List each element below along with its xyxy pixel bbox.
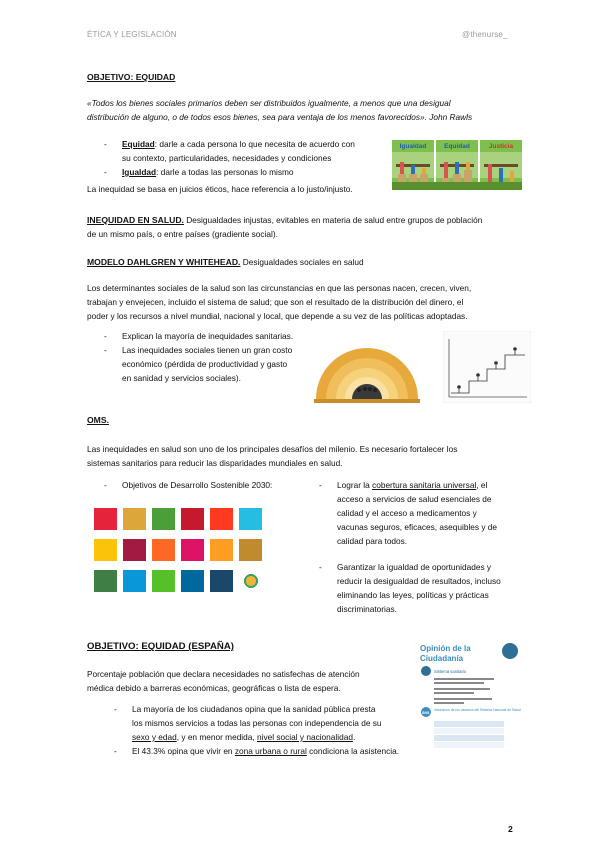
op-sub2: Valoración de los usuarios del Sistema Nacional de Salud <box>434 708 521 712</box>
mayoria-cont-2: sexo y edad, y en menor medida, nivel social y nacionalidad. <box>132 732 356 742</box>
section-title-inequidad: INEQUIDAD EN SALUD. <box>87 215 184 225</box>
bullet-equidad-cont: su contexto, particularidades, necesidades y condiciones <box>122 153 332 163</box>
bullet-igualdad-oportunidades: - Garantizar la igualdad de oportunidades y <box>319 562 492 572</box>
mayoria-cont-1: los mismos servicios a todas las personas con independencia de su <box>132 718 382 728</box>
sdg-tile <box>210 508 233 530</box>
cobertura-cont-2: calidad y el acceso a medicamentos y <box>337 508 477 518</box>
bullet-cobertura: - Lograr la cobertura sanitaria universal, el <box>319 480 488 490</box>
sdg-tile <box>210 570 233 592</box>
bullet-costo-cont-1: económico (pérdida de productividad y gasto <box>122 359 288 369</box>
cobertura-cont-1: acceso a servicios de salud esenciales de <box>337 494 492 504</box>
section-title-espana: OBJETIVO: EQUIDAD (ESPAÑA) <box>87 641 234 652</box>
quote-line-1: «Todos los bienes sociales primarios deben ser distribuidos igualmente, a menos que una desigual <box>87 98 451 108</box>
bullet-mayoria: - La mayoría de los ciudadanos opina que la sanidad pública presta <box>114 704 376 714</box>
bullet-costo: - Las inequidades sociales tienen un gran costo <box>104 345 293 355</box>
sdg-tile <box>123 539 146 561</box>
section-title-dahlgren: MODELO DAHLGREN Y WHITEHEAD. <box>87 257 241 267</box>
sdg-tile <box>94 539 117 561</box>
oms-line-2: sistemas sanitarios para reducir las disparidades mundiales en salud. <box>87 458 343 468</box>
img-label-igualdad: Igualdad <box>399 143 427 150</box>
op-sns: SNS <box>422 711 430 715</box>
img-label-equidad: Equidad <box>444 143 470 150</box>
sdg-tile <box>123 508 146 530</box>
sdg-tile <box>210 539 233 561</box>
section-title-equidad: OBJETIVO: EQUIDAD <box>87 72 176 82</box>
igualdad-cont-2: eliminando las leyes, políticas y prácticas <box>337 590 489 600</box>
bullet-explican: - Explican la mayoría de inequidades sanitarias. <box>104 331 294 341</box>
sdg-tile <box>152 570 175 592</box>
op-title-l2: Ciudadanía <box>420 654 464 663</box>
sdg-tile <box>94 508 117 530</box>
cobertura-cont-4: calidad para todos. <box>337 536 408 546</box>
dahlgren-whitehead-rainbow-image <box>312 329 422 406</box>
oms-line-1: Las inequidades en salud son uno de los principales desafíos del milenio. Es necesario fortalecer los <box>87 444 458 454</box>
sdg-tile <box>181 570 204 592</box>
bullet-costo-cont-2: en sanidad y servicios sociales). <box>122 373 241 383</box>
sdg-logo-icon <box>239 570 279 592</box>
bullet-urbana-rural: - El 43.3% opina que vivir en zona urbana o rural condiciona la asistencia. <box>114 746 400 756</box>
cobertura-cont-3: vacunas seguros, eficaces, asequibles y de <box>337 522 498 532</box>
inequidad-salud-line-1: INEQUIDAD EN SALUD. Desigualdades injustas, evitables en materia de salud entre grupos de población <box>87 215 483 225</box>
sdg-tile <box>152 539 175 561</box>
section-title-oms: OMS. <box>87 415 109 425</box>
igualdad-cont-3: discriminatorias. <box>337 604 397 614</box>
opinion-ciudadania-image <box>418 639 526 757</box>
quote-line-2: distribución de alguno, o de todos esos bienes, sea para ventaja de los menos favorecidos». John Rawls <box>87 112 473 122</box>
espana-line-1: Porcentaje población que declara necesidades no satisfechas de atención <box>87 669 360 679</box>
inequidad-note: La inequidad se basa en juicios éticos, hace referencia a lo justo/injusto. <box>87 184 353 194</box>
page-number: 2 <box>508 824 513 834</box>
running-header-right: @thenurse_ <box>462 30 508 39</box>
espana-line-2: médica debido a barreras económicas, geográficas o lista de espera. <box>87 683 341 693</box>
img-label-justicia: Justicia <box>488 143 514 150</box>
op-title-l1: Opinión de la <box>420 644 471 653</box>
bullet-igualdad: - Igualdad: darle a todas las personas lo mismo <box>104 167 294 177</box>
sdg-tile <box>181 508 204 530</box>
equality-equity-justice-image <box>392 140 522 190</box>
inequidad-salud-line-2: de un mismo país, o entre países (gradiente social). <box>87 229 278 239</box>
bullet-equidad: - Equidad: darle a cada persona lo que necesita de acuerdo con <box>104 139 355 149</box>
running-header-left: ÉTICA Y LEGISLACIÓN <box>87 30 177 39</box>
sdg-goals-grid-image <box>91 505 287 598</box>
determinantes-line-3: poder y los recursos a nivel mundial, nacional y local, que depende a su vez de las políticas adoptadas. <box>87 311 468 321</box>
sdg-tile <box>94 570 117 592</box>
igualdad-cont-1: reducir la desigualdad de resultados, incluso <box>337 576 501 586</box>
dahlgren-heading-line: MODELO DAHLGREN Y WHITEHEAD. Desigualdades sociales en salud <box>87 257 364 267</box>
bullet-ods: - Objetivos de Desarrollo Sostenible 2030: <box>104 480 273 490</box>
op-sub1: Sistema sanitario <box>434 669 467 674</box>
sdg-tile <box>123 570 146 592</box>
sdg-tile <box>239 508 262 530</box>
determinantes-line-2: trabajan y envejecen, incluido el sistema de salud; que son el resultado de la distribución del dinero, el <box>87 297 464 307</box>
determinantes-line-1: Los determinantes sociales de la salud son las circunstancias en que las personas nacen, crecen, viven, <box>87 283 472 293</box>
social-gradient-graph-image <box>443 331 531 403</box>
sdg-tile <box>239 539 262 561</box>
sdg-tile <box>152 508 175 530</box>
sdg-tile <box>181 539 204 561</box>
